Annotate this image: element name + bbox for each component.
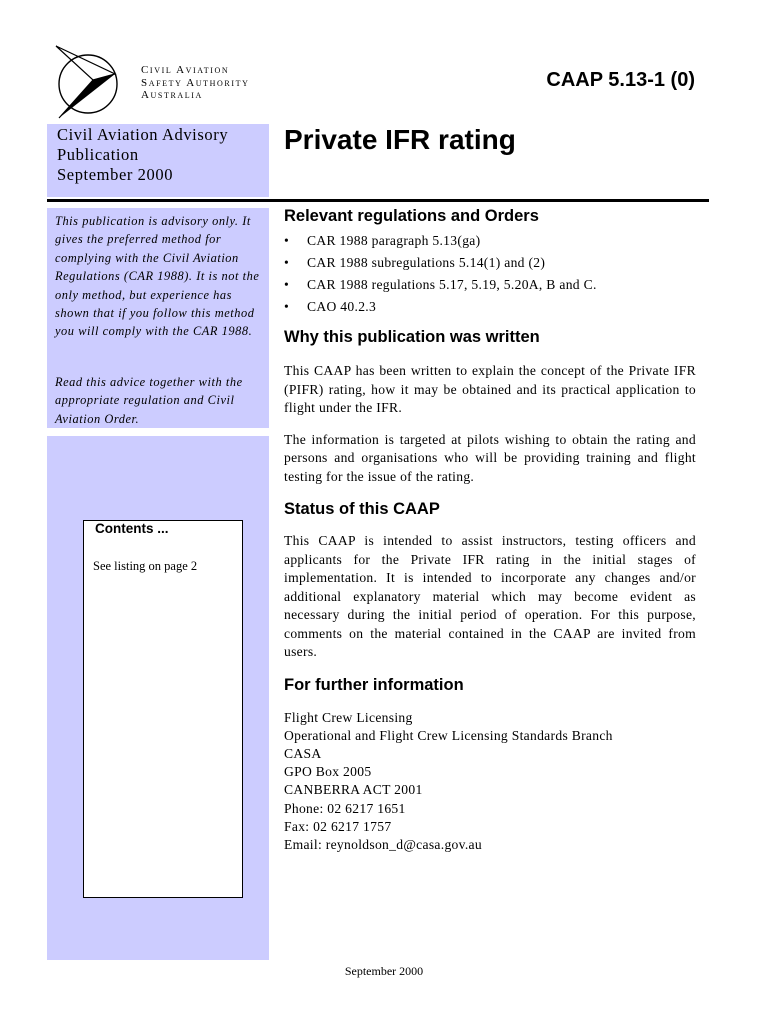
list-item: • CAR 1988 subregulations 5.14(1) and (2) bbox=[284, 252, 696, 274]
regs-list bbox=[284, 230, 696, 318]
document-code: CAAP 5.13-1 (0) bbox=[546, 69, 695, 91]
casa-logo bbox=[53, 44, 263, 120]
list-item: • CAR 1988 regulations 5.17, 5.19, 5.20A, B and C. bbox=[284, 274, 696, 296]
why-heading: Why this publication was written bbox=[284, 328, 540, 346]
contents-title: Contents ... bbox=[95, 521, 169, 536]
title-rule bbox=[47, 199, 709, 202]
publication-type: Civil Aviation Advisory Publication September 2000 bbox=[57, 125, 229, 184]
advisory-note-2: Read this advice together with the appropriate regulation and Civil Aviation Order. bbox=[55, 375, 243, 426]
fax: Fax: 02 6217 1757 bbox=[284, 818, 392, 834]
main-content bbox=[284, 207, 696, 854]
info-heading: For further information bbox=[284, 675, 464, 694]
advisory-note: This publication is advisory only. It gives the preferred method for complying with the Civil Aviation Regulations (CAR 1988). It is not the only method, but experience has shown that if you follow this method you will comply with the CAR 1988. bbox=[55, 214, 260, 339]
regs-heading: Relevant regulations and Orders bbox=[284, 207, 539, 225]
status-paragraph: This CAAP is intended to assist instructors, testing officers and applicants for the Private IFR rating in the initial stages of implementation. It is intended to incorporate any changes and/or additional explanatory material which may become evident as necessary during the initial period of operation. For this purpose, comments on the material contained in the CAAP are invited from users. bbox=[284, 533, 696, 659]
phone: Phone: 02 6217 1651 bbox=[284, 800, 406, 816]
casa-emblem-icon bbox=[53, 44, 133, 120]
page-title: Private IFR rating bbox=[284, 124, 516, 155]
contents-box bbox=[83, 520, 243, 898]
contact-address: Flight Crew Licensing Operational and Flight Crew Licensing Standards Branch CASA GPO Box 2005 CANBERRA ACT 2001 Phone: 02 6217 1651 Fax: 02 6217 1757 Email: reynoldson_d@casa.gov.au bbox=[284, 709, 696, 855]
authority-name: Civil Aviation Safety Authority Australia bbox=[141, 64, 250, 101]
why-paragraph-1: This CAAP has been written to explain the concept of the Private IFR (PIFR) rating, how it may be obtained and its practical application to flight under the IFR. bbox=[284, 363, 696, 415]
list-item: • CAR 1988 paragraph 5.13(ga) bbox=[284, 230, 696, 252]
footer-date: September 2000 bbox=[344, 964, 424, 978]
status-heading: Status of this CAAP bbox=[284, 500, 440, 518]
contents-text: See listing on page 2 bbox=[93, 559, 198, 573]
email: Email: reynoldson_d@casa.gov.au bbox=[284, 836, 482, 852]
why-paragraph-2: The information is targeted at pilots wishing to obtain the rating and persons and organisations who will be providing training and flight testing for the issue of the rating. bbox=[284, 431, 696, 484]
list-item: • CAO 40.2.3 bbox=[284, 296, 696, 318]
advisory-panel bbox=[47, 208, 269, 428]
